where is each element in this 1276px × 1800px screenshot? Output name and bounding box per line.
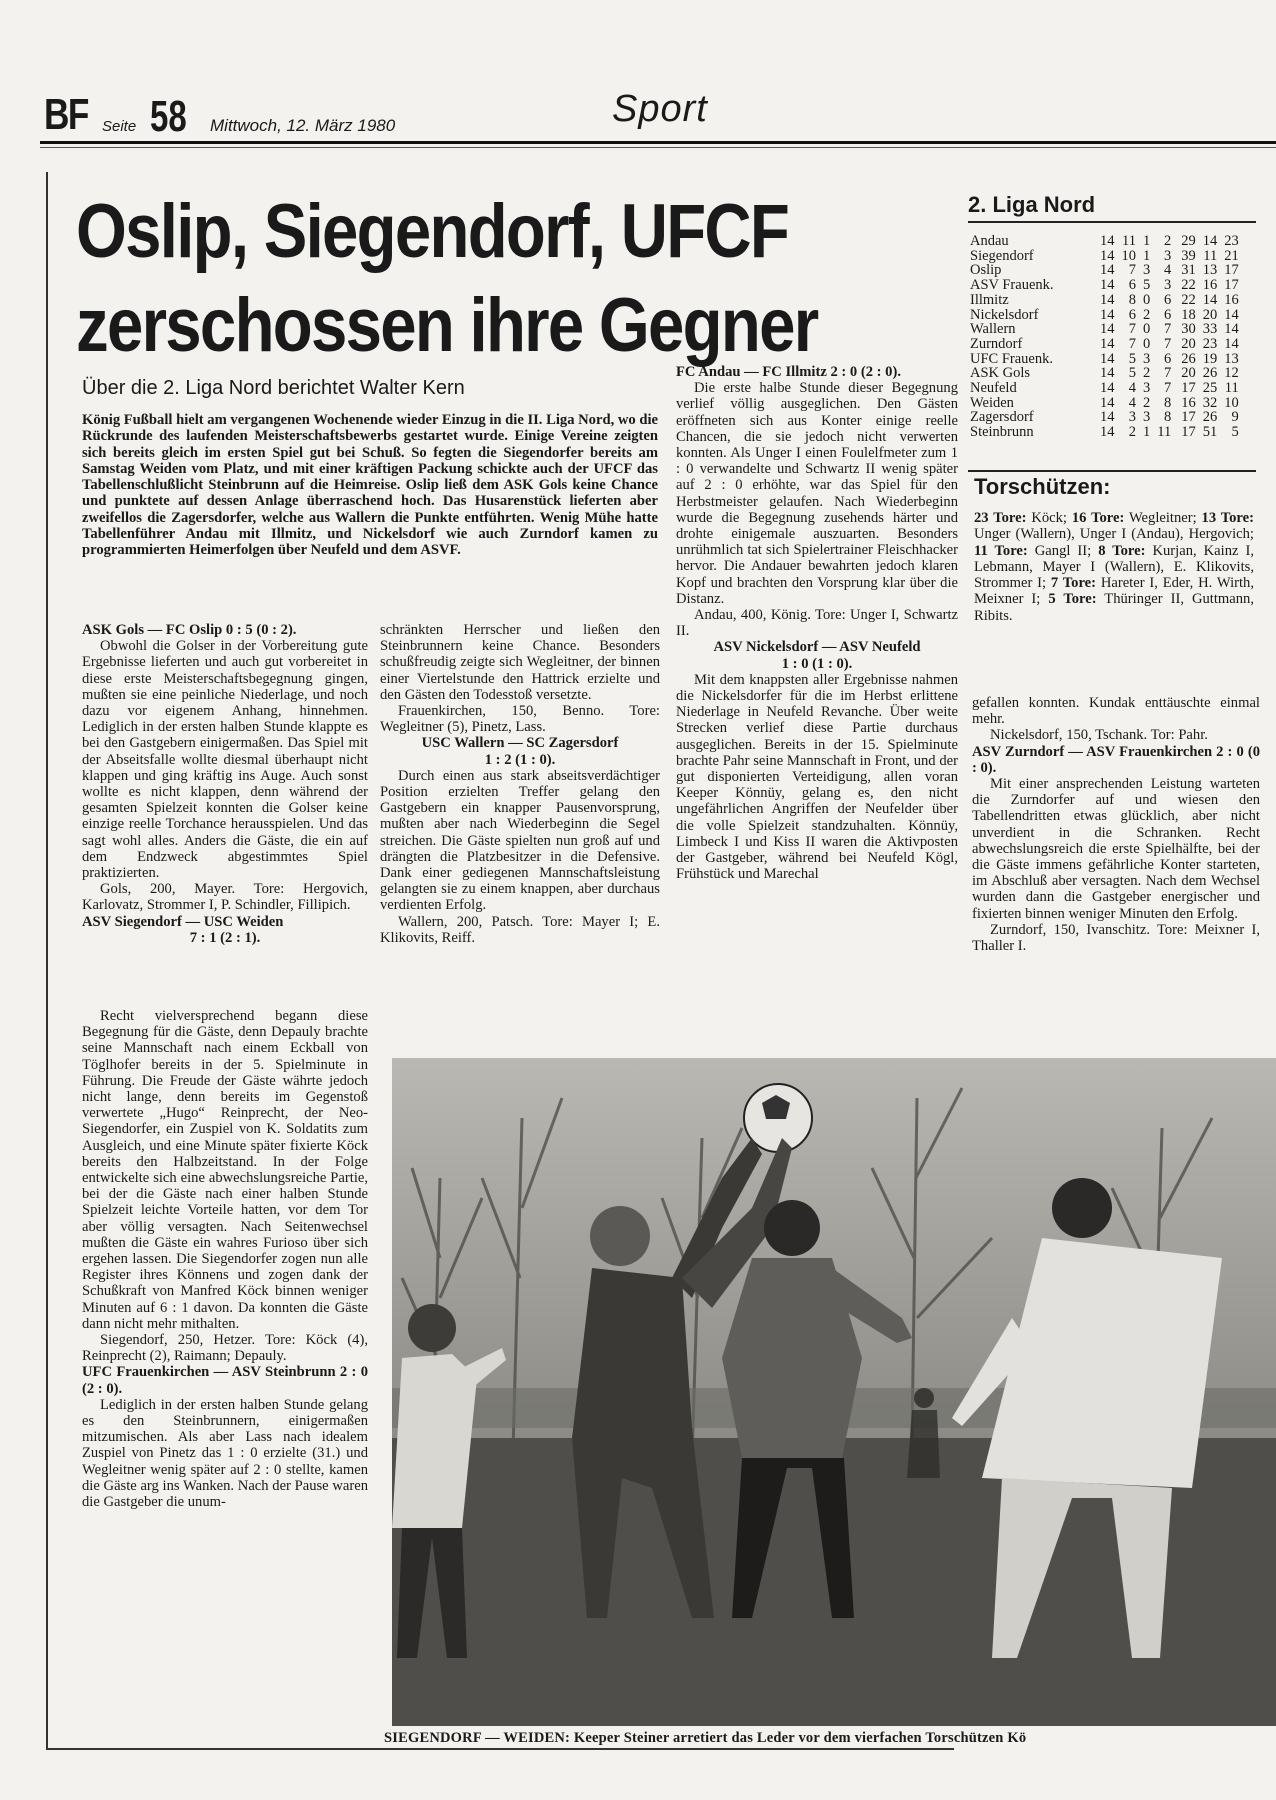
league-standings-table <box>970 234 1239 440</box>
table-cell: 39 <box>1181 247 1196 264</box>
table-cell: 11 <box>1203 247 1218 264</box>
table-cell: 7 <box>1128 321 1136 338</box>
table-cell: 5 <box>1128 365 1136 382</box>
table-cell: 22 <box>1181 277 1196 294</box>
table-cell: 5 <box>1128 350 1136 367</box>
table-cell: 0 <box>1143 335 1151 352</box>
table-title: 2. Liga Nord <box>968 192 1096 217</box>
table-cell: 14 <box>1100 335 1115 352</box>
table-cell: 17 <box>1181 380 1196 397</box>
table-cell: 51 <box>1202 424 1218 441</box>
article-paragraph: Durch einen aus stark abseitsverdächtiger Position erzielten Treffer gelang den Gastgebern ein knapper Pausenvorsprung, mußten aber nach Wiederbeginn die Segel streichen. Die Gäste spielten nun groß auf und drängten die Platzbesitzer in die Defensive. Dank einer gediegenen Mannschaftsleistung gelangten sie zu einem knappen, aber durchaus verdienten Erfolg. <box>380 767 660 914</box>
scorer-names: Thüringer II, Guttmann, Ribits. <box>974 591 1254 624</box>
table-cell: 20 <box>1202 306 1218 323</box>
team-name: Zagersdorf <box>970 409 1034 426</box>
team-name: Wallern <box>970 321 1016 338</box>
table-cell: 26 <box>1202 409 1218 426</box>
table-row <box>970 425 1239 440</box>
table-cell: 14 <box>1100 350 1115 367</box>
table-cell: 8 <box>1128 291 1136 308</box>
table-cell: 11 <box>1122 233 1136 249</box>
team-name: Neufeld <box>970 380 1017 397</box>
table-cell: 10 <box>1224 394 1239 411</box>
table-cell: 1 <box>1143 424 1151 441</box>
table-cell: 19 <box>1202 350 1218 367</box>
match-photo <box>392 1058 1276 1726</box>
article-paragraph: Andau, 400, König. Tore: Unger I, Schwartz II. <box>676 607 958 640</box>
photo-illustration <box>392 1058 1276 1726</box>
match-heading: ASK Gols — FC Oslip 0 : 5 (0 : 2). <box>82 622 297 638</box>
table-row <box>970 249 1239 264</box>
table-cell: 1 <box>1143 247 1151 264</box>
table-cell: 6 <box>1163 306 1172 323</box>
table-cell: 14 <box>1202 233 1218 249</box>
table-cell: 20 <box>1181 335 1196 352</box>
team-name: Oslip <box>970 262 1002 279</box>
table-cell: 14 <box>1100 306 1115 323</box>
article-paragraph: gefallen konnten. Kundak enttäuschte einmal mehr. <box>972 695 1260 728</box>
table-cell: 14 <box>1100 262 1115 279</box>
table-cell: 7 <box>1163 380 1172 397</box>
table-cell: 7 <box>1128 262 1136 279</box>
table-cell: 0 <box>1143 291 1151 308</box>
table-row <box>970 293 1239 308</box>
table-cell: 14 <box>1100 277 1115 294</box>
table-row <box>970 366 1239 381</box>
scorer-goals: 8 Tore: <box>1098 542 1146 559</box>
table-cell: 14 <box>1100 365 1115 382</box>
table-cell: 3 <box>1128 409 1136 426</box>
article-paragraph: Die erste halbe Stunde dieser Begegnung verlief völlig ausgeglichen. Den Gästen eröffneten sich aus Konter einige reelle Chancen, die sie jedoch nicht verwerten konnten. Als Unger I einen Foulelfmeter zum 1 : 0 verwandelte und Schwartz II wenig später auf 2 : 0 erhöhte, war das Spiel für den Herbstmeister gelaufen. Nach Wiederbeginn wurde die Begegnung zusehends härter und drohte einigemale auszuarten. Besonders unrühmlich tat sich Spielertrainer Fleischhacker hervor. Die Andauer bewahrten jedoch klaren Kopf und brachten den Vorsprung klar über die Distanz. <box>676 380 958 607</box>
article-paragraph: Siegendorf, 250, Hetzer. Tore: Köck (4), Reinprecht (2), Raimann; Depauly. <box>82 1332 368 1365</box>
table-cell: 7 <box>1128 335 1136 352</box>
table-cell: 6 <box>1163 350 1172 367</box>
table-cell: 13 <box>1202 262 1218 279</box>
scorer-names: Gangl II; <box>1027 542 1099 559</box>
article-lead: König Fußball hielt am vergangenen Wochenende wieder Einzug in die II. Liga Nord, wo die Rückrunde des laufenden Meisterschaftsbewerbs gestartet wurde. Einige Vereine zeigten sich bereits gleich im ersten Spiel gut bei Schuß. So fegten die Siegendorfer bereits am Samstag Weiden vom Platz, und mit einer kräftigen Packung schickte auch der UFCF das Tabellenschlußlicht Steinbrunn auf die Heimreise. Oslip ließ dem ASK Gols keine Chance und punktete auf dessen Anlage überraschend hoch. Das Husarenstück lieferten aber zweifellos die Zagersdorfer, welche aus Wallern die Punkte entführten. Wenig Mühe hatte Tabellenführer Andau mit Illmitz, und Nickelsdorf wie auch Zurndorf kamen zu programmierten Heimerfolgen über Neufeld und dem ASVF. <box>82 412 658 559</box>
team-name: ASV Frauenk. <box>970 277 1054 294</box>
table-cell: 14 <box>1100 380 1115 397</box>
team-name: UFC Frauenk. <box>970 350 1053 367</box>
scorer-goals: 11 Tore: <box>974 542 1028 559</box>
table-cell: 14 <box>1100 247 1115 264</box>
article-paragraph: Obwohl die Golser in der Vorbereitung gute Ergebnisse lieferten und auch gut vorbereitet in diese erste Meisterschaftsbegegnung gingen, mußten sie eine peinliche Niederlage, und noch dazu vor eigenem Anhang, hinnehmen. Lediglich in der ersten halben Stunde klappte es bei den Gastgebern einigermaßen. Das Spiel mit der Abseitsfalle wollte diesmal überhaupt nicht klappen und ging kräftig ins Auge. Auch sonst wollte es nicht klappen, denn während der gesamten Spielzeit konnten die Golser keine einzige reelle Torchance herausspielen. Und das sagt wohl alles. Anders die Gäste, die ein auf dem Endzweck abgestimmtes Spiel praktizierten. <box>82 638 368 882</box>
article-paragraph: Lediglich in der ersten halben Stunde gelang es den Steinbrunnern, einigermaßen mitzumischen. Als aber Lass nach idealem Zuspiel von Pinetz das 1 : 0 erzielte (31.) und Wegleitner wenig später auf 2 : 0 stellte, kamen die Gäste arg ins Wanken. Nach der Pause waren die Gastgeber die unum- <box>82 1396 368 1511</box>
table-cell: 9 <box>1231 409 1239 426</box>
table-cell: 6 <box>1128 306 1136 323</box>
table-cell: 11 <box>1224 380 1239 397</box>
match-heading: 1 : 0 (1 : 0). <box>781 655 853 672</box>
table-cell: 31 <box>1181 262 1196 279</box>
scorers-title: Torschützen: <box>974 474 1111 499</box>
text-column-1 <box>82 622 368 946</box>
table-cell: 1 <box>1143 233 1151 249</box>
table-cell: 32 <box>1202 394 1218 411</box>
table-cell: 8 <box>1163 409 1172 426</box>
team-name: Illmitz <box>970 291 1009 308</box>
table-row <box>970 308 1239 323</box>
table-cell: 25 <box>1202 380 1218 397</box>
table-cell: 14 <box>1202 291 1218 308</box>
table-cell: 2 <box>1143 394 1151 411</box>
table-row <box>970 234 1239 249</box>
table-row <box>970 337 1239 352</box>
table-cell: 29 <box>1181 233 1196 249</box>
article-paragraph: Mit dem knappsten aller Ergebnisse nahmen die Nickelsdorfer für die im Herbst erlittene Niederlage in Neufeld Revanche. Über weite Strecken verlief diese Partie durchaus ausgeglichen. Bereits in der 15. Spielminute brachte Pahr seine Mannschaft in Front, und der gut disponierten Verteidigung, allen voran Keeper Könnüy, gelang es, den nicht ungefährlichen Angriffen der Neufelder über die volle Spielzeit standzuhalten. Könnüy, Limbeck I und Kiss II waren die Aktivposten der Gastgeber, während bei Neufeld Kögl, Frühstück und Marechal <box>676 671 958 883</box>
table-cell: 17 <box>1224 277 1239 294</box>
match-heading: ASV Nickelsdorf — ASV Neufeld <box>713 639 921 656</box>
text-column-2 <box>380 622 660 946</box>
table-cell: 14 <box>1224 321 1239 338</box>
table-cell: 14 <box>1100 291 1115 308</box>
table-cell: 4 <box>1128 380 1136 397</box>
table-cell: 13 <box>1224 350 1239 367</box>
table-cell: 2 <box>1143 306 1151 323</box>
article-paragraph: Wallern, 200, Patsch. Tore: Mayer I; E. Klikovits, Reiff. <box>380 913 660 946</box>
article-paragraph: Nickelsdorf, 150, Tschank. Tor: Pahr. <box>990 727 1208 744</box>
table-cell: 21 <box>1224 247 1239 264</box>
scorer-names: Unger (Wallern), Unger I (Andau), Hergovich; <box>974 526 1254 543</box>
table-cell: 0 <box>1143 321 1151 338</box>
table-cell: 6 <box>1128 277 1136 294</box>
table-row <box>970 352 1239 367</box>
table-cell: 18 <box>1181 306 1196 323</box>
table-cell: 16 <box>1202 277 1218 294</box>
text-column-3 <box>676 364 958 883</box>
table-cell: 2 <box>1143 365 1151 382</box>
table-cell: 17 <box>1224 262 1239 279</box>
table-row <box>970 381 1239 396</box>
table-cell: 3 <box>1163 277 1172 294</box>
table-row <box>970 278 1239 293</box>
table-cell: 14 <box>1224 335 1239 352</box>
table-cell: 20 <box>1181 365 1196 382</box>
scorer-goals: 5 Tore: <box>1048 591 1097 608</box>
match-heading: 1 : 2 (1 : 0). <box>484 751 556 768</box>
table-cell: 14 <box>1100 394 1115 411</box>
table-cell: 7 <box>1163 365 1172 382</box>
table-cell: 4 <box>1128 394 1136 411</box>
article-paragraph: schränkten Herrscher und ließen den Steinbrunnern keine Chance. Besonders schußfreudig zeigte sich Wegleitner, der binnen einer Viertelstunde den Hattrick erzielte und den Gästen den Todesstoß versetzte. <box>380 622 660 703</box>
table-row <box>970 322 1239 337</box>
match-heading: FC Andau — FC Illmitz 2 : 0 (2 : 0). <box>676 364 901 380</box>
table-cell: 33 <box>1202 321 1218 338</box>
match-heading: ASV Siegendorf — USC Weiden <box>82 913 284 930</box>
team-name: Siegendorf <box>970 247 1034 264</box>
team-name: Nickelsdorf <box>970 306 1039 323</box>
table-cell: 30 <box>1181 321 1196 338</box>
table-cell: 3 <box>1143 262 1151 279</box>
headline-line-2: zerschossen ihre Gegner <box>76 283 818 368</box>
table-cell: 14 <box>1100 321 1115 338</box>
table-cell: 11 <box>1157 424 1172 441</box>
table-cell: 14 <box>1100 409 1115 426</box>
text-column-1-lower <box>82 1008 368 1510</box>
table-cell: 26 <box>1181 350 1196 367</box>
table-cell: 23 <box>1224 233 1239 249</box>
issue-date: Mittwoch, 12. März 1980 <box>210 116 396 135</box>
match-heading: 7 : 1 (2 : 1). <box>189 929 261 946</box>
scorer-goals: 16 Tore: <box>1071 510 1125 526</box>
table-cell: 22 <box>1181 291 1196 308</box>
table-cell: 16 <box>1181 394 1196 411</box>
page-label: Seite <box>102 118 137 135</box>
match-heading: UFC Frauenkirchen — ASV Steinbrunn 2 : 0 (2 : 0). <box>82 1364 368 1397</box>
table-row <box>970 396 1239 411</box>
article-paragraph: Frauenkirchen, 150, Benno. Tore: Wegleitner (5), Pinetz, Lass. <box>380 703 660 736</box>
table-cell: 8 <box>1163 394 1172 411</box>
newspaper-logo: BF <box>44 90 88 139</box>
table-cell: 14 <box>1100 424 1115 441</box>
table-cell: 7 <box>1163 321 1172 338</box>
scorer-names: Kurjan, Kainz I, Lebmann, Mayer I (Wallern), E. Klikovits, Strommer I; <box>974 542 1254 592</box>
table-row <box>970 263 1239 278</box>
table-cell: 3 <box>1143 380 1151 397</box>
table-cell: 5 <box>1143 277 1151 294</box>
table-cell: 2 <box>1128 424 1136 441</box>
scorer-names: Wegleitner; <box>1124 510 1202 526</box>
headline-line-1: Oslip, Siegendorf, UFCF <box>76 189 789 274</box>
table-cell: 12 <box>1224 365 1239 382</box>
scorer-names: Köck; <box>1026 510 1072 526</box>
scorer-goals: 13 Tore: <box>1201 510 1254 526</box>
table-cell: 6 <box>1163 291 1172 308</box>
table-cell: 7 <box>1163 335 1172 352</box>
text-column-4 <box>972 695 1260 954</box>
table-cell: 14 <box>1224 306 1239 323</box>
scorer-goals: 23 Tore: <box>974 510 1027 526</box>
team-name: Zurndorf <box>970 335 1023 352</box>
team-name: Steinbrunn <box>970 424 1034 441</box>
header-rule <box>40 141 1276 144</box>
article-paragraph: Recht vielversprechend begann diese Begegnung für die Gäste, denn Depauly brachte seine Mannschaft nach einem Eckball von Töglhofer bereits in der 5. Spielminute in Führung. Die Freude der Gäste währte jedoch nicht lange, denn bereits im Gegenstoß verwertete „Hugo“ Reinprecht, der Neo-Siegendorfer, ein Zuspiel von K. Soldatits zum Ausgleich, und eine Minute später fixierte Köck bereits den Halbzeitstand. In der Folge entwickelte sich eine abwechslungsreiche Partie, bei der die Gäste nach einer halben Stunde Spielzeit leichte Vorteile hatten, vor dem Tor aber völlig versagten. Nach Seitenwechsel mußten die Gäste ein wahres Furioso über sich ergehen lassen. Die Siegendorfer zogen nun alle Register ihres Könnens und zogen dank der Schußkraft von Manfred Köck binnen weniger Minuten auf 6 : 1 davon. Da konnten die Gäste dann nicht mehr mithalten. <box>82 1008 368 1332</box>
table-cell: 3 <box>1163 247 1172 264</box>
table-cell: 17 <box>1181 409 1196 426</box>
page-number: 58 <box>150 92 187 141</box>
photo-caption: SIEGENDORF — WEIDEN: Keeper Steiner arretiert das Leder vor dem vierfachen Torschützen Kö <box>384 1730 1027 1746</box>
byline: Über die 2. Liga Nord berichtet Walter Kern <box>82 377 465 399</box>
table-cell: 4 <box>1163 262 1172 279</box>
table-cell: 3 <box>1143 409 1151 426</box>
table-cell: 16 <box>1224 291 1239 308</box>
team-name: ASK Gols <box>970 365 1031 382</box>
table-cell: 23 <box>1202 335 1218 352</box>
scorer-names: Hareter I, Eder, H. Wirth, Meixner I; <box>974 575 1254 608</box>
article-paragraph: Mit einer ansprechenden Leistung warteten die Zurndorfer auf und wiesen den Tabellendritten etwas glücklich, aber nicht unverdient in die Schranken. Recht abwechslungsreich die erste Spielhälfte, bei der die Gäste immens gefährliche Konter starteten, im Abschluß aber versagten. Nach dem Wechsel wurden dann die Gastgeber energischer und fixierten binnen weniger Minuten den Erfolg. <box>972 776 1260 922</box>
table-cell: 3 <box>1143 350 1151 367</box>
match-heading: USC Wallern — SC Zagersdorf <box>421 735 619 752</box>
team-name: Weiden <box>970 394 1014 411</box>
table-cell: 5 <box>1231 424 1239 441</box>
scorers-rule <box>968 470 1256 472</box>
table-cell: 17 <box>1181 424 1196 441</box>
table-cell: 26 <box>1202 365 1218 382</box>
article-paragraph: Gols, 200, Mayer. Tore: Hergovich, Karlovatz, Strommer I, P. Schindler, Fillipich. <box>82 881 368 914</box>
table-row <box>970 410 1239 425</box>
article-paragraph: Zurndorf, 150, Ivanschitz. Tore: Meixner I, Thaller I. <box>972 921 1260 955</box>
table-cell: 2 <box>1163 233 1172 249</box>
table-cell: 14 <box>1100 233 1115 249</box>
section-title: Sport <box>612 88 708 130</box>
table-cell: 10 <box>1121 247 1136 264</box>
match-heading: ASV Zurndorf — ASV Frauenkirchen 2 : 0 (0 : 0). <box>972 743 1260 776</box>
table-title-rule <box>968 221 1256 223</box>
team-name: Andau <box>970 233 1009 249</box>
scorers-list <box>974 510 1254 624</box>
header-rule-thin <box>40 147 1276 148</box>
scorer-goals: 7 Tore: <box>1050 575 1097 592</box>
